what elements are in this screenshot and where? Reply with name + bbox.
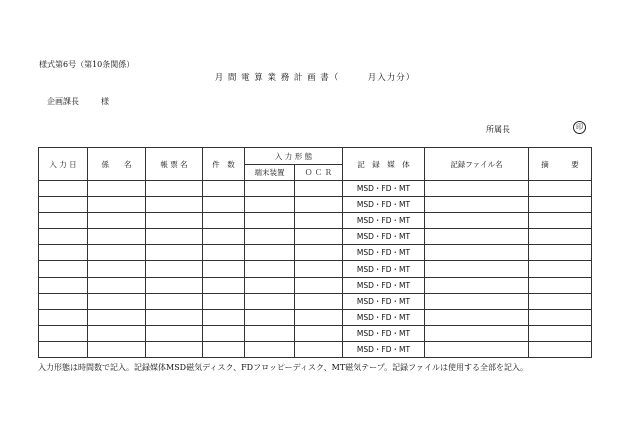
cell-count[interactable] <box>203 229 245 245</box>
cell-clerk[interactable] <box>88 277 146 293</box>
cell-media: MSD・FD・MT <box>343 277 425 293</box>
cell-terminal[interactable] <box>245 325 295 341</box>
cell-ocr[interactable] <box>295 277 343 293</box>
footnote: 入力形態は時間数で記入。記録媒体MSD磁気ディスク、FDフロッピーディスク、MT磁気テープ。記録ファイルは使用する全部を記入。 <box>38 363 528 372</box>
header-count: 件 数 <box>203 148 245 181</box>
addressee-name: 企画課長 <box>47 97 79 106</box>
cell-clerk[interactable] <box>88 213 146 229</box>
cell-input-date[interactable] <box>39 229 88 245</box>
cell-ledger[interactable] <box>146 293 203 309</box>
cell-ledger[interactable] <box>146 277 203 293</box>
cell-ocr[interactable] <box>295 197 343 213</box>
cell-remarks[interactable] <box>529 245 592 261</box>
cell-terminal[interactable] <box>245 181 295 197</box>
table-row <box>39 341 592 357</box>
table-row <box>39 293 592 309</box>
form-reference: 様式第6号（第10条関係） <box>39 60 135 69</box>
cell-remarks[interactable] <box>529 293 592 309</box>
cell-file[interactable] <box>425 213 529 229</box>
cell-count[interactable] <box>203 277 245 293</box>
cell-ocr[interactable] <box>295 261 343 277</box>
cell-count[interactable] <box>203 325 245 341</box>
table-row <box>39 325 592 341</box>
cell-count[interactable] <box>203 341 245 357</box>
cell-remarks[interactable] <box>529 341 592 357</box>
document-title: 月 間 電 算 業 務 計 画 書（ 月入力分） <box>214 73 416 83</box>
table-row <box>39 213 592 229</box>
cell-clerk[interactable] <box>88 197 146 213</box>
header-input-form: 入 力 形 態 <box>245 148 343 165</box>
header-remarks: 摘 要 <box>529 148 592 181</box>
cell-ocr[interactable] <box>295 309 343 325</box>
cell-ocr[interactable] <box>295 293 343 309</box>
cell-input-date[interactable] <box>39 245 88 261</box>
cell-clerk[interactable] <box>88 229 146 245</box>
cell-terminal[interactable] <box>245 245 295 261</box>
cell-file[interactable] <box>425 245 529 261</box>
header-ocr: Ｏ Ｃ Ｒ <box>295 165 343 181</box>
header-input-date: 入 力 日 <box>39 148 88 181</box>
cell-input-date[interactable] <box>39 309 88 325</box>
cell-input-date[interactable] <box>39 261 88 277</box>
cell-ledger[interactable] <box>146 213 203 229</box>
cell-file[interactable] <box>425 181 529 197</box>
table-row <box>39 197 592 213</box>
cell-file[interactable] <box>425 309 529 325</box>
cell-input-date[interactable] <box>39 213 88 229</box>
cell-ledger[interactable] <box>146 181 203 197</box>
cell-clerk[interactable] <box>88 181 146 197</box>
cell-ocr[interactable] <box>295 181 343 197</box>
department-chief-label: 所属長 <box>486 125 510 134</box>
cell-input-date[interactable] <box>39 325 88 341</box>
table-row <box>39 229 592 245</box>
cell-file[interactable] <box>425 325 529 341</box>
cell-input-date[interactable] <box>39 341 88 357</box>
cell-terminal[interactable] <box>245 213 295 229</box>
header-clerk: 係 名 <box>88 148 146 181</box>
cell-clerk[interactable] <box>88 309 146 325</box>
header-ledger: 帳 票 名 <box>146 148 203 181</box>
cell-media: MSD・FD・MT <box>343 197 425 213</box>
cell-input-date[interactable] <box>39 181 88 197</box>
header-terminal: 端末装置 <box>245 165 295 181</box>
table-row <box>39 245 592 261</box>
cell-terminal[interactable] <box>245 293 295 309</box>
cell-media: MSD・FD・MT <box>343 213 425 229</box>
cell-count[interactable] <box>203 213 245 229</box>
table-row <box>39 277 592 293</box>
cell-remarks[interactable] <box>529 229 592 245</box>
addressee <box>47 96 109 107</box>
cell-ledger[interactable] <box>146 229 203 245</box>
cell-clerk[interactable] <box>88 325 146 341</box>
cell-remarks[interactable] <box>529 261 592 277</box>
cell-ocr[interactable] <box>295 341 343 357</box>
cell-clerk[interactable] <box>88 245 146 261</box>
cell-remarks[interactable] <box>529 213 592 229</box>
cell-media: MSD・FD・MT <box>343 261 425 277</box>
cell-media: MSD・FD・MT <box>343 245 425 261</box>
cell-terminal[interactable] <box>245 261 295 277</box>
table-row <box>39 261 592 277</box>
cell-media: MSD・FD・MT <box>343 325 425 341</box>
cell-media: MSD・FD・MT <box>343 181 425 197</box>
cell-count[interactable] <box>203 181 245 197</box>
cell-input-date[interactable] <box>39 197 88 213</box>
table-row <box>39 309 592 325</box>
cell-file[interactable] <box>425 341 529 357</box>
cell-media: MSD・FD・MT <box>343 309 425 325</box>
table-row <box>39 181 592 197</box>
cell-ocr[interactable] <box>295 325 343 341</box>
cell-ledger[interactable] <box>146 325 203 341</box>
cell-media: MSD・FD・MT <box>343 293 425 309</box>
cell-count[interactable] <box>203 245 245 261</box>
cell-terminal[interactable] <box>245 277 295 293</box>
cell-ocr[interactable] <box>295 245 343 261</box>
cell-count[interactable] <box>203 309 245 325</box>
cell-count[interactable] <box>203 293 245 309</box>
cell-file[interactable] <box>425 261 529 277</box>
cell-ledger[interactable] <box>146 309 203 325</box>
cell-count[interactable] <box>203 197 245 213</box>
cell-remarks[interactable] <box>529 309 592 325</box>
cell-terminal[interactable] <box>245 341 295 357</box>
cell-ocr[interactable] <box>295 213 343 229</box>
cell-remarks[interactable] <box>529 197 592 213</box>
cell-terminal[interactable] <box>245 197 295 213</box>
cell-input-date[interactable] <box>39 293 88 309</box>
cell-file[interactable] <box>425 229 529 245</box>
header-media: 記 録 媒 体 <box>343 148 425 181</box>
cell-ledger[interactable] <box>146 197 203 213</box>
cell-terminal[interactable] <box>245 309 295 325</box>
cell-file[interactable] <box>425 293 529 309</box>
cell-file[interactable] <box>425 197 529 213</box>
cell-count[interactable] <box>203 261 245 277</box>
plan-table <box>38 147 592 358</box>
addressee-honorific: 様 <box>101 97 109 106</box>
cell-remarks[interactable] <box>529 277 592 293</box>
cell-remarks[interactable] <box>529 325 592 341</box>
cell-media: MSD・FD・MT <box>343 229 425 245</box>
cell-ledger[interactable] <box>146 261 203 277</box>
cell-clerk[interactable] <box>88 293 146 309</box>
cell-ocr[interactable] <box>295 229 343 245</box>
cell-media: MSD・FD・MT <box>343 341 425 357</box>
cell-terminal[interactable] <box>245 229 295 245</box>
header-file: 記録ファイル名 <box>425 148 529 181</box>
cell-input-date[interactable] <box>39 277 88 293</box>
cell-clerk[interactable] <box>88 341 146 357</box>
cell-clerk[interactable] <box>88 261 146 277</box>
cell-ledger[interactable] <box>146 245 203 261</box>
cell-ledger[interactable] <box>146 341 203 357</box>
seal-mark-icon: 印 <box>573 121 586 134</box>
cell-file[interactable] <box>425 277 529 293</box>
cell-remarks[interactable] <box>529 181 592 197</box>
